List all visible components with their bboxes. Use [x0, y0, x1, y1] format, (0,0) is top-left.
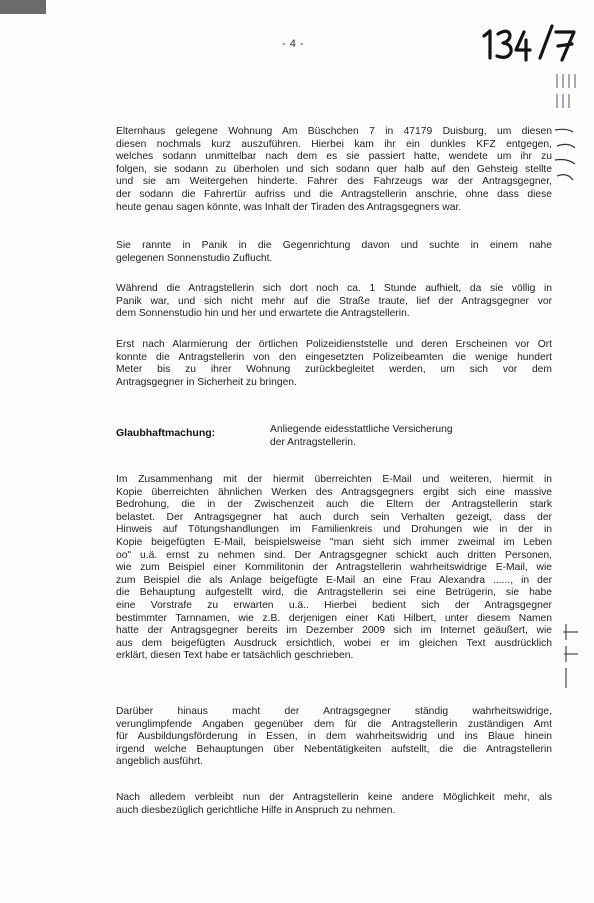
text-line: oo" u.ä. ernst zu nehmen sind. Der Antragsgegner schickt auch dritten Personen,	[116, 549, 552, 561]
handwritten-page-number	[478, 22, 586, 74]
text-line: die Behauptung aufgestellt wird, die Antragstellerin sei eine Betrügerin, sie habe	[116, 587, 552, 599]
glaubhaftmachung-label: Glaubhaftmachung:	[116, 427, 216, 439]
text-line: zum Beispiel die als Anlage beigefügte E-Mail an eine Frau Alexandra ......, in der	[116, 574, 552, 586]
margin-side-marks	[560, 618, 590, 698]
text-line: der Antragstellerin.	[270, 437, 356, 448]
text-line: Meter bis zu ihrer Wohnung zurückbegleitet werden, um sich vor dem	[116, 364, 552, 376]
text-line: eine Vorstrafe zu erwarten u.ä.. Hierbei bedient sich der Antragsgegner	[116, 599, 552, 611]
text-line: Panik war, und sich nicht mehr auf die Straße traute, lief der Antragsgegner vor	[116, 295, 552, 307]
text-line: gelegenen Sonnenstudio Zuflucht.	[116, 252, 273, 264]
text-line: verunglimpfende Angaben gegenüber dem für die Antragstellerin zuständigen Amt	[116, 718, 552, 730]
text-line: Erst nach Alarmierung der örtlichen Polizeidienststelle und deren Erscheinen vor Ort	[116, 339, 552, 350]
paragraph-5	[116, 474, 552, 663]
text-line: irgend welche Behauptungen über Nebentätigkeiten aufstellt, die die Antragstellerin	[116, 743, 552, 755]
text-line: auch diesbezüglich gerichtliche Hilfe in Anspruch zu nehmen.	[116, 804, 396, 816]
text-line: Nach alledem verbleibt nun der Antragstellerin keine andere Möglichkeit mehr, als	[116, 792, 552, 803]
text-line: folgen, sie sodann zu überholen und sich sodann quer halb auf den Gehsteig stellte	[116, 163, 552, 175]
text-line: Hinweis auf Tötungshandlungen im Familienkreis und Drohungen wie in der in	[116, 524, 552, 536]
text-line: Während die Antragstellerin sich dort noch ca. 1 Stunde aufhielt, da sie völlig in	[116, 283, 552, 294]
text-line: Kopie beigefügten E-Mail, beispielsweise "man sieht sich immer zweimal im Leben	[116, 536, 552, 548]
text-line: für Ausbildungsförderung in Essen, in dem wahrheitswidrig und ins Blaue hinein	[116, 731, 552, 743]
text-line: Im Zusammenhang mit der hiermit überreichten E-Mail und weiteren, hiermit in	[116, 474, 552, 485]
text-line: konnte die Antragstellerin von den eingesetzten Polizeibeamten die wenige hundert	[116, 351, 552, 363]
text-line: der sodann die Fahrertür aufriss und die Antragstellerin anschrie, ohne dass diese	[116, 188, 552, 200]
text-line: Kopie überreichten ähnlichen Werken des Antragsgegners ergibt sich eine massive	[116, 486, 552, 498]
text-line: angeblich ausführt.	[116, 756, 204, 768]
text-line: diesen nochmals kurz auszuführen. Hierbei kam ihr ein dunkles KFZ entgegen,	[116, 138, 552, 150]
text-line: Sie rannte in Panik in die Gegenrichtung davon und suchte in einem nahe	[116, 240, 552, 251]
text-line: und sie am Weitergehen hinderte. Fahrer des Fahrzeugs war der Antragsgegner,	[116, 176, 552, 188]
text-line: wie zum Beispiel einer Kommilitonin der Antragstellerin wahrheitswidrige E-Mail, wie	[116, 562, 552, 574]
text-line: Antragsgegner in Sicherheit zu bringen.	[116, 376, 297, 388]
paragraph-3	[116, 283, 552, 321]
text-line: Elternhaus gelegene Wohnung Am Büschchen 7 in 47179 Duisburg, um diesen	[116, 126, 552, 137]
text-line: Darüber hinaus macht der Antragsgegner ständig wahrheitswidrige,	[116, 706, 552, 717]
text-line: welches sodann unmittelbar nach dem es sie passiert hatte, wendete um ihr zu	[116, 151, 552, 163]
margin-hatch-marks	[553, 68, 589, 198]
paragraph-7	[116, 792, 552, 817]
handwritten-number-drawing	[478, 22, 586, 66]
text-line: aus dem beigefügten Ausdruck ersichtlich, wobei er im gleichen Text ausdrücklich	[116, 637, 552, 649]
text-line: heute genau sagen könnte, was Inhalt der Tiraden des Antragsgegners war.	[116, 201, 462, 213]
text-line: bestimmter Tarnnamen, wie z.B. derjenigen einer Kati Hilbert, unter diesem Namen	[116, 612, 552, 624]
text-line: hatte der Antragsgegner bereits im Dezember 2009 sich im Internet geäußert, wie	[116, 625, 552, 637]
scan-artifact	[0, 0, 46, 14]
text-line: erklärt, diesen Text habe er tatsächlich geschrieben.	[116, 650, 354, 662]
glaubhaftmachung-text	[270, 423, 453, 449]
paragraph-2	[116, 240, 552, 265]
paragraph-4	[116, 339, 552, 389]
text-line: dem Sonnenstudio hin und her und erwartete die Antragstellerin.	[116, 308, 410, 320]
paragraph-6	[116, 706, 552, 769]
page-number: - 4 -	[282, 38, 305, 50]
text-line: Anliegende eidesstattliche Versicherung	[270, 424, 453, 435]
text-line: belastet. Der Antragsgegner hat auch durch sein Verhalten gezeigt, dass der	[116, 511, 552, 523]
paragraph-1	[116, 126, 552, 214]
text-line: Bedrohung, die in der Zwischenzeit auch die Eltern der Antragstellerin stark	[116, 499, 552, 511]
